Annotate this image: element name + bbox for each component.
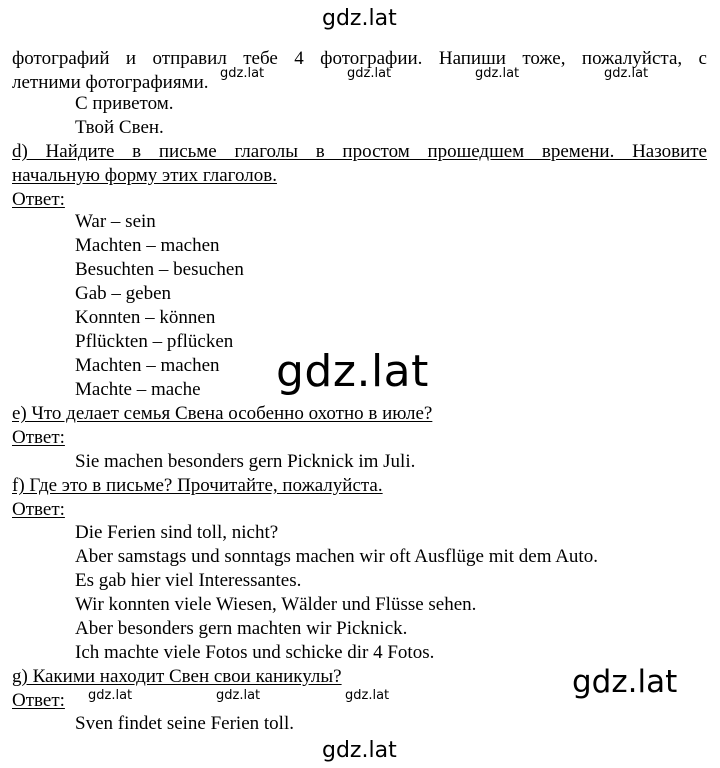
task-e-answer-label: Ответ:	[12, 427, 65, 448]
task-f-answer-label: Ответ:	[12, 499, 65, 520]
watermark-small: gdz.lat	[345, 688, 390, 703]
watermark-small: gdz.lat	[604, 66, 649, 81]
task-d-answer-item: Gab – geben	[75, 283, 172, 304]
task-e-question: e) Что делает семья Свена особенно охотно в июле?	[12, 403, 433, 424]
letter-greeting: С приветом.	[75, 93, 174, 114]
task-d-question-line-2: начальную форму этих глаголов.	[12, 165, 277, 186]
watermark-small: gdz.lat	[475, 66, 520, 81]
task-d-answer-item: Machten – machen	[75, 355, 220, 376]
task-g-question: g) Какими находит Свен свои каникулы?	[12, 666, 342, 687]
task-d-answer-item: Pflückten – pflücken	[75, 331, 234, 352]
letter-signature: Твой Свен.	[75, 117, 164, 138]
watermark-small: gdz.lat	[347, 66, 392, 81]
task-d-answer-item: Machte – mache	[75, 379, 201, 400]
task-f-answer-item: Ich machte viele Fotos und schicke dir 4 Fotos.	[75, 642, 435, 663]
task-d-answer-label: Ответ:	[12, 189, 65, 210]
task-d-question-line-1: d) Найдите в письме глаголы в простом прошедшем времени. Назовите	[12, 141, 707, 162]
watermark-medium: gdz.lat	[572, 664, 678, 700]
task-f-answer-item: Es gab hier viel Interessantes.	[75, 570, 302, 591]
task-f-answer-item: Aber samstags und sonntags machen wir oft Ausflüge mit dem Auto.	[75, 546, 598, 567]
watermark-large: gdz.lat	[276, 346, 429, 397]
watermark-small: gdz.lat	[220, 66, 265, 81]
task-d-answer-item: Besuchten – besuchen	[75, 259, 244, 280]
watermark-header: gdz.lat	[322, 6, 397, 31]
task-f-question: f) Где это в письме? Прочитайте, пожалуйста.	[12, 475, 383, 496]
task-g-answer-label: Ответ:	[12, 690, 65, 711]
task-f-answer-item: Aber besonders gern machten wir Picknick.	[75, 618, 408, 639]
letter-line-1: фотографий и отправил тебе 4 фотографии. Напиши тоже, пожалуйста, с	[12, 48, 707, 69]
task-d-answer-item: Machten – machen	[75, 235, 220, 256]
task-e-answer: Sie machen besonders gern Picknick im Juli.	[75, 451, 416, 472]
task-f-answer-item: Die Ferien sind toll, nicht?	[75, 522, 279, 543]
watermark-small: gdz.lat	[88, 688, 133, 703]
task-f-answer-item: Wir konnten viele Wiesen, Wälder und Flüsse sehen.	[75, 594, 477, 615]
letter-line-2: летними фотографиями.	[12, 72, 209, 93]
task-d-answer-item: Konnten – können	[75, 307, 216, 328]
watermark-footer: gdz.lat	[322, 738, 397, 763]
task-g-answer: Sven findet seine Ferien toll.	[75, 713, 294, 734]
task-d-answer-item: War – sein	[75, 211, 156, 232]
watermark-small: gdz.lat	[216, 688, 261, 703]
